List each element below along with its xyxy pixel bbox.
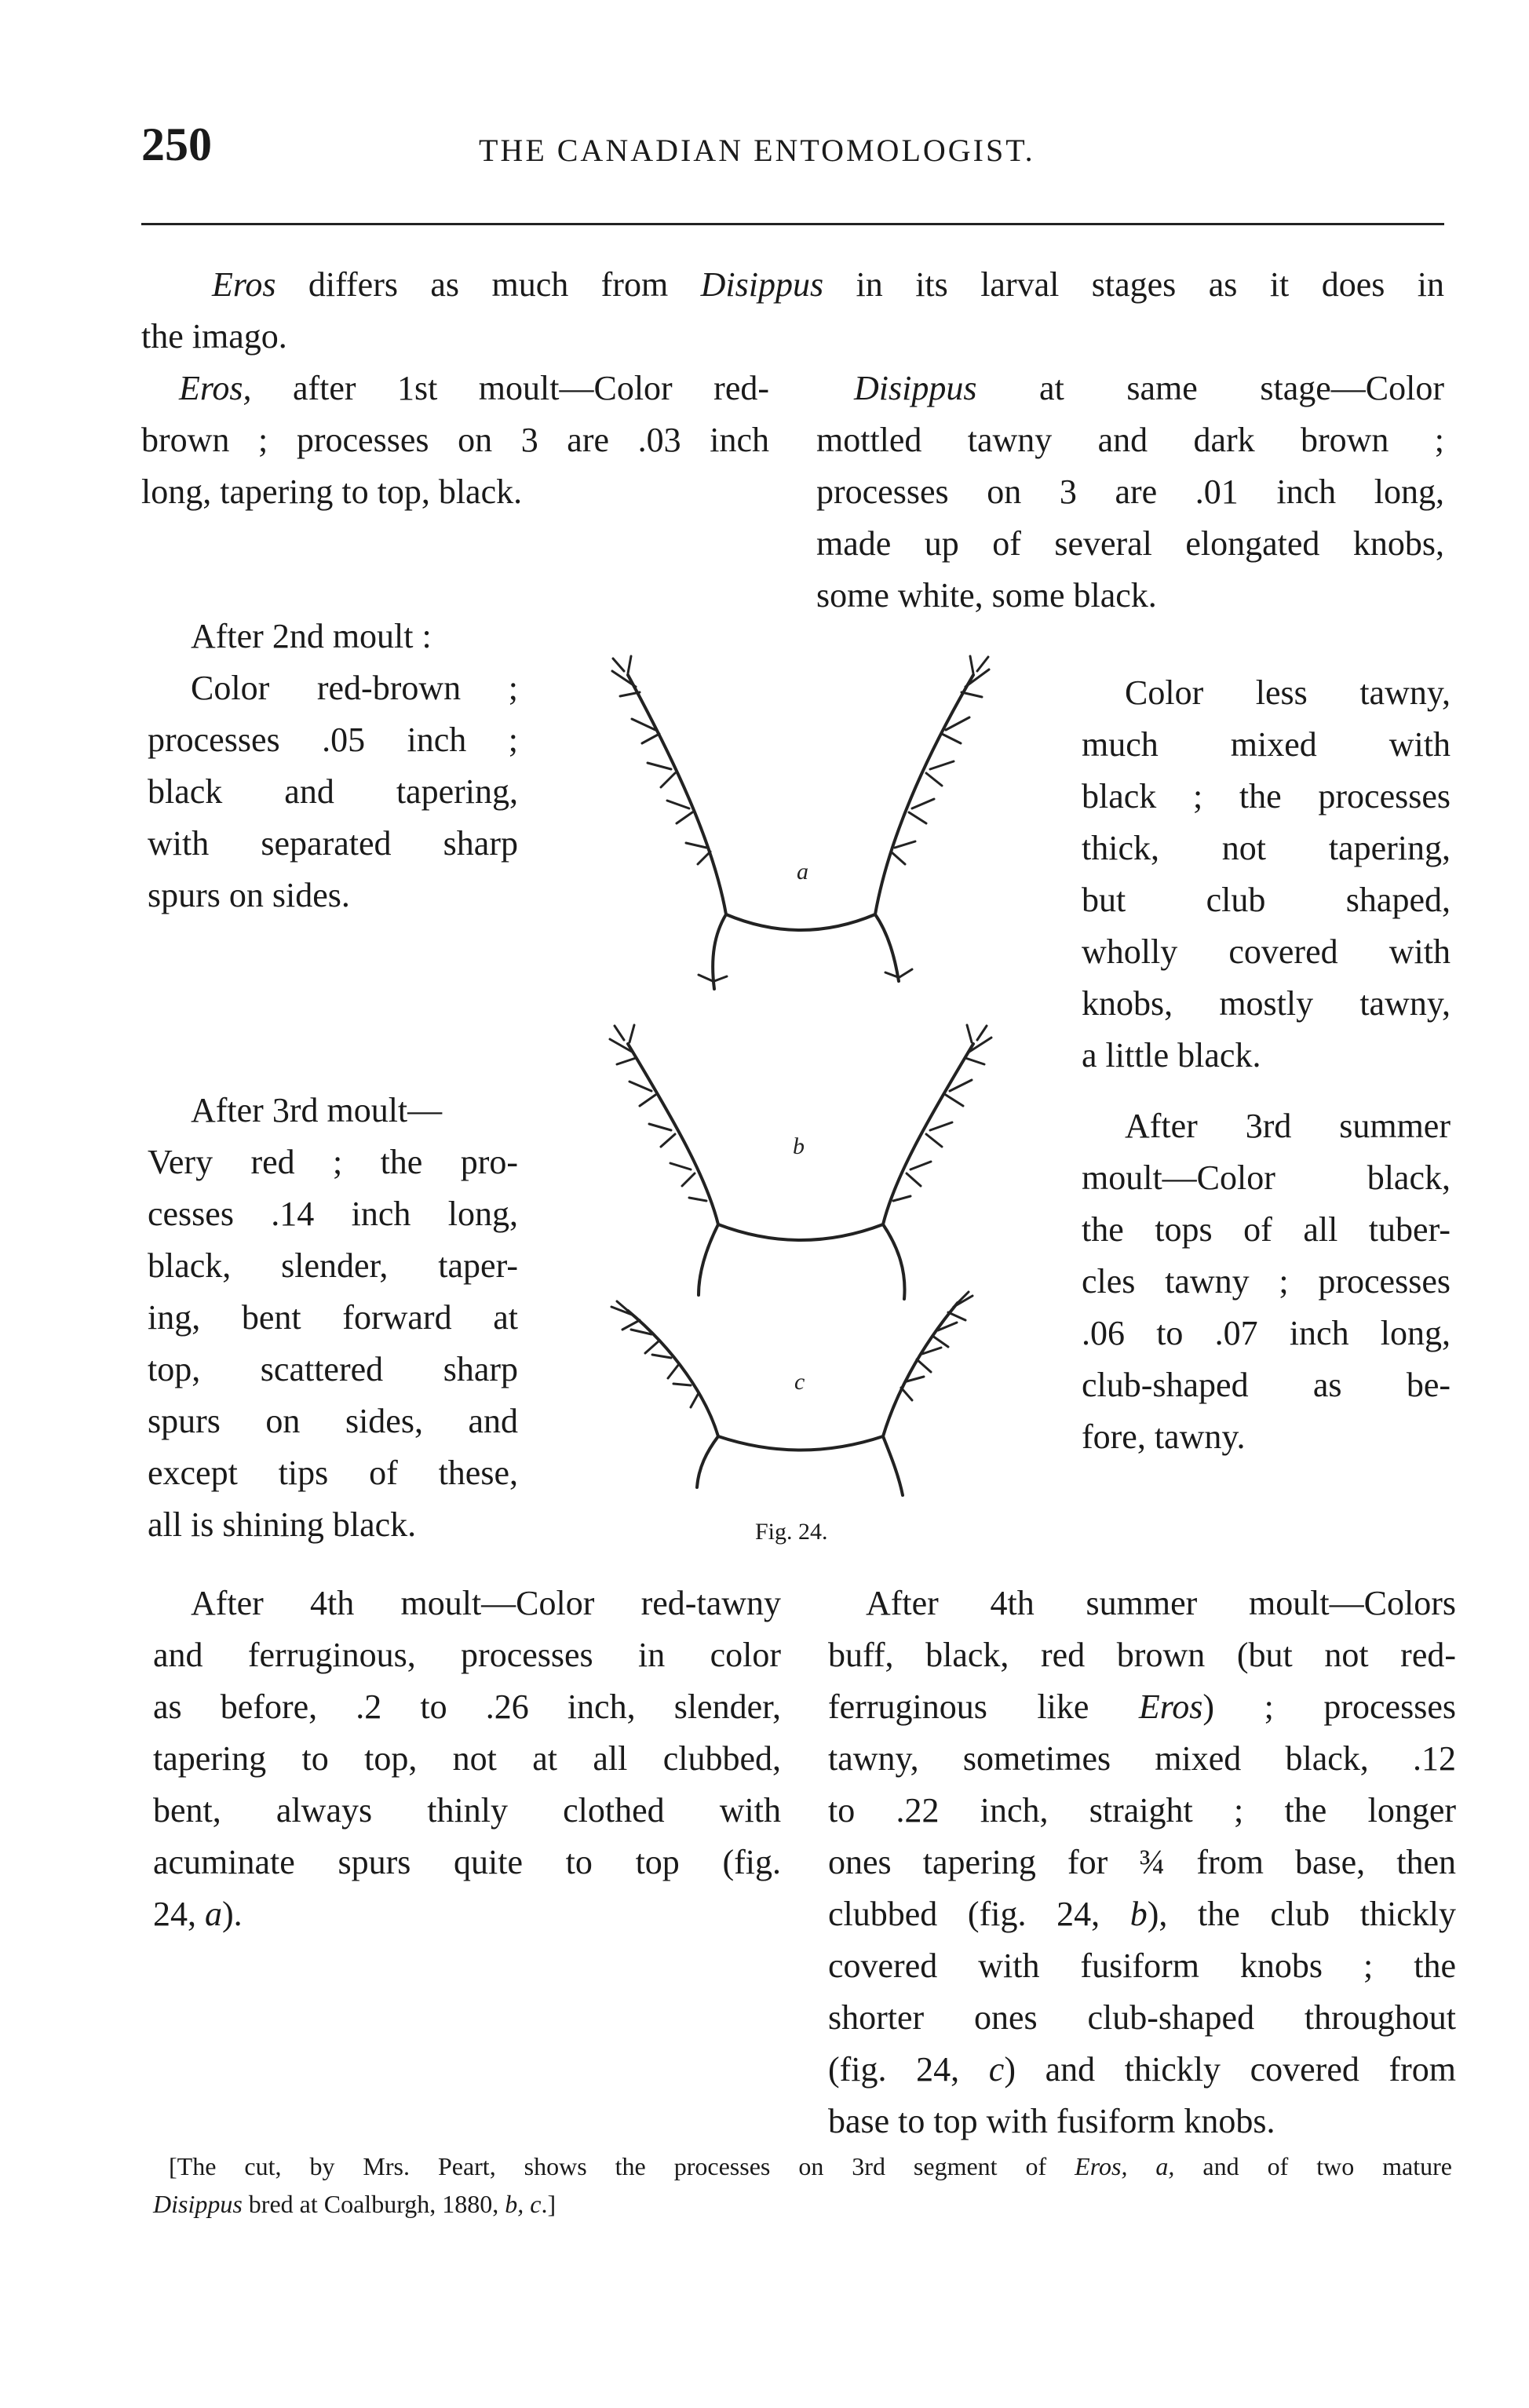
disippus-3rd-line-1: After 3rd summer (1125, 1107, 1451, 1145)
figure-24-illustration (581, 644, 1020, 1515)
disippus-4th-line-6: ones tapering for ¾ from base, then (828, 1843, 1456, 1881)
footnote (153, 2147, 1452, 2223)
disippus-4th-line-4: tawny, sometimes mixed black, .12 (828, 1739, 1456, 1778)
intro-line-1 (141, 259, 1444, 311)
eros-3rd-line-6: top, scattered sharp (148, 1350, 518, 1388)
figure-label-a: a (797, 859, 808, 885)
disippus-4th-l3-post: ) ; processes (1202, 1687, 1456, 1726)
footnote-l2-letters: b, c (505, 2190, 542, 2218)
disippus-4th-line-1: After 4th summer moult—Colors (866, 1584, 1456, 1622)
disippus-1st-line-1 (816, 363, 1444, 414)
footnote-l2-disippus: Disippus (153, 2190, 243, 2218)
disippus-1st-text: at same stage—Color (976, 369, 1444, 407)
eros-3rd-line-3: cesses .14 inch long, (148, 1195, 518, 1233)
eros-4th-line-4: tapering to top, not at all clubbed, (153, 1739, 781, 1778)
footnote-l2-post: .] (541, 2190, 556, 2218)
disippus-2nd-line-2: much mixed with (1082, 725, 1451, 764)
disippus-2nd-line-7: knobs, mostly tawny, (1082, 984, 1451, 1023)
disippus-3rd-line-4: cles tawny ; processes (1082, 1262, 1451, 1301)
disippus-1st-name: Disippus (854, 369, 977, 407)
eros-2nd-line-5: with separated sharp (148, 824, 518, 863)
eros-2nd-line-1: After 2nd moult : (191, 617, 432, 655)
eros-3rd-line-2: Very red ; the pro- (148, 1143, 518, 1181)
page-number: 250 (141, 119, 212, 170)
intro-disippus: Disippus (700, 265, 824, 304)
eros-3rd-line-7: spurs on sides, and (148, 1402, 518, 1440)
eros-1st-text: after 1st moult—Color red- (251, 369, 769, 407)
disippus-3rd-line-7: fore, tawny. (1082, 1417, 1246, 1456)
intro-line-2: the imago. (141, 317, 287, 356)
eros-4th-ref-letter: a (205, 1895, 222, 1933)
disippus-2nd-line-5: but club shaped, (1082, 881, 1451, 919)
disippus-1st-line-2: mottled tawny and dark brown ; (816, 421, 1444, 459)
disippus-4th-line-8: covered with fusiform knobs ; the (828, 1946, 1456, 1985)
disippus-3rd-moult (1082, 1100, 1451, 1463)
disippus-1st-line-4: made up of several elongated knobs, (816, 524, 1444, 563)
disippus-2nd-line-6: wholly covered with (1082, 932, 1451, 971)
disippus-4th-line-7 (828, 1888, 1456, 1940)
disippus-4th-l3-pre: ferruginous like (828, 1687, 1139, 1726)
eros-3rd-line-5: ing, bent forward at (148, 1298, 518, 1337)
footnote-l1-post: and of two mature (1174, 2152, 1453, 2180)
disippus-4th-line-9: shorter ones club-shaped throughout (828, 1998, 1456, 2037)
eros-3rd-line-4: black, slender, taper- (148, 1246, 518, 1285)
disippus-3rd-line-2: moult—Color black, (1082, 1158, 1451, 1197)
disippus-4th-l7-pre: clubbed (fig. 24, (828, 1895, 1130, 1933)
intro-paragraph (141, 259, 1444, 363)
disippus-2nd-moult (1082, 667, 1451, 1082)
eros-1st-moult (141, 363, 769, 518)
footnote-line-2 (153, 2185, 1452, 2223)
disippus-3rd-line-5: .06 to .07 inch long, (1082, 1314, 1451, 1352)
header-rule (141, 223, 1444, 225)
eros-4th-line-2: and ferruginous, processes in color (153, 1636, 781, 1674)
disippus-1st-moult (816, 363, 1444, 622)
disippus-4th-line-10 (828, 2044, 1456, 2096)
eros-4th-line-6: acuminate spurs quite to top (fig. (153, 1843, 781, 1881)
eros-1st-name: Eros, (179, 369, 252, 407)
disippus-1st-line-5: some white, some black. (816, 576, 1157, 615)
figure-label-b: b (793, 1133, 805, 1159)
eros-2nd-line-6: spurs on sides. (148, 876, 350, 914)
disippus-3rd-line-6: club-shaped as be- (1082, 1366, 1451, 1404)
eros-4th-line-7 (153, 1888, 781, 1940)
eros-2nd-line-3: processes .05 inch ; (148, 721, 518, 759)
eros-1st-line-2: brown ; processes on 3 are .03 inch (141, 421, 769, 459)
eros-4th-ref-end: ). (222, 1895, 243, 1933)
disippus-4th-l7-letter: b (1129, 1895, 1148, 1933)
intro-eros: Eros (212, 265, 276, 304)
disippus-1st-line-3: processes on 3 are .01 inch long, (816, 472, 1444, 511)
eros-2nd-line-4: black and tapering, (148, 772, 518, 811)
disippus-2nd-line-1: Color less tawny, (1125, 673, 1451, 712)
disippus-4th-l7-post: ), the club thickly (1147, 1895, 1456, 1933)
figure-a-drawing (612, 656, 989, 989)
eros-2nd-line-2: Color red-brown ; (191, 669, 518, 707)
disippus-4th-line-11: base to top with fusiform knobs. (828, 2102, 1275, 2140)
running-title: THE CANADIAN ENTOMOLOGIST. (479, 133, 1035, 168)
eros-3rd-moult (148, 1085, 518, 1551)
footnote-l1-em: Eros, a, (1075, 2152, 1175, 2180)
eros-1st-line-3: long, tapering to top, black. (141, 472, 523, 511)
eros-3rd-line-1: After 3rd moult— (191, 1091, 443, 1129)
disippus-2nd-line-4: thick, not tapering, (1082, 829, 1451, 867)
disippus-4th-line-3 (828, 1681, 1456, 1733)
eros-4th-line-1: After 4th moult—Color red-tawny (191, 1584, 781, 1622)
disippus-4th-l10-post: ) and thickly covered from (1004, 2050, 1457, 2089)
footnote-l2-mid: bred at Coalburgh, 1880, (242, 2190, 505, 2218)
disippus-4th-l10-pre: (fig. 24, (828, 2050, 989, 2089)
eros-1st-line-1 (141, 363, 769, 414)
figure-c-drawing (611, 1292, 973, 1495)
disippus-2nd-line-8: a little black. (1082, 1036, 1261, 1074)
disippus-4th-l10-letter: c (988, 2050, 1005, 2089)
footnote-l1-pre: [The cut, by Mrs. Peart, shows the processes on 3rd segment of (169, 2152, 1075, 2180)
disippus-2nd-line-3: black ; the processes (1082, 777, 1451, 815)
figure-label-c: c (794, 1369, 805, 1395)
eros-3rd-line-9: all is shining black. (148, 1505, 417, 1544)
eros-4th-moult (153, 1578, 781, 1940)
figure-caption: Fig. 24. (755, 1519, 828, 1545)
intro-text: differs as much from (276, 265, 701, 304)
disippus-4th-line-5: to .22 inch, straight ; the longer (828, 1791, 1456, 1830)
eros-4th-line-5: bent, always thinly clothed with (153, 1791, 781, 1830)
eros-3rd-line-8: except tips of these, (148, 1454, 518, 1492)
eros-4th-line-3: as before, .2 to .26 inch, slender, (153, 1687, 781, 1726)
disippus-4th-moult (828, 1578, 1456, 2147)
intro-text-end: in its larval stages as it does in (823, 265, 1444, 304)
disippus-4th-l3-eros: Eros (1138, 1687, 1203, 1726)
disippus-4th-line-2: buff, black, red brown (but not red- (828, 1636, 1456, 1674)
eros-4th-ref: 24, (153, 1895, 205, 1933)
footnote-line-1 (153, 2147, 1452, 2185)
eros-2nd-moult (148, 611, 518, 921)
disippus-3rd-line-3: the tops of all tuber- (1082, 1210, 1451, 1249)
figure-b-drawing (610, 1025, 991, 1299)
